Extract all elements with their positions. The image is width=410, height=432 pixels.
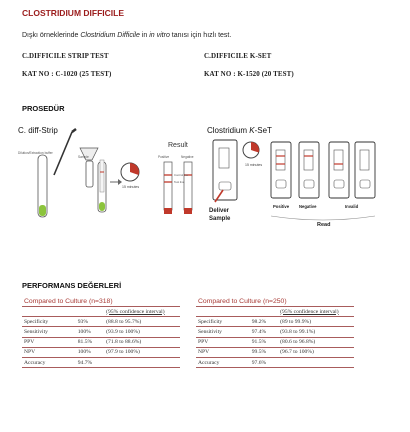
dropper-bulb	[72, 129, 76, 132]
strip-diagram	[18, 120, 198, 230]
table-2	[196, 307, 354, 368]
result-title: Result	[168, 142, 188, 149]
performance-table-1	[22, 297, 180, 368]
table-row: Specificity 98.2% (89 to 99.9%)	[196, 317, 354, 327]
kset-cassette-invalid-2	[355, 142, 375, 198]
table-row: Specificity 93% (88.8 to 95.7%)	[22, 317, 180, 327]
label-buffer: Dilution/Extraction buffer	[18, 151, 53, 155]
label-test: Test line	[174, 180, 185, 184]
table-row: Accuracy 94.7%	[22, 357, 180, 367]
strip-timer-label: 15 minutes	[122, 185, 140, 189]
kset-title: Clostridium K-SeT	[207, 126, 272, 135]
table-row: NPV 100% (97.9 to 100%)	[22, 347, 180, 357]
kset-cassette-invalid-1	[329, 142, 349, 198]
label-control: Control line	[174, 173, 189, 177]
kset-diagram	[205, 120, 385, 235]
label-negative: Negative	[181, 155, 194, 159]
tube-buffer-liquid	[39, 205, 46, 216]
kset-positive-label: Positive	[273, 204, 290, 209]
page-description: Dışkı örneklerinde Clostridium Difficile in in vitro tanısı için hızlı test.	[22, 32, 232, 39]
product-catalog-strip: KAT NO : C-1020 (25 TEST)	[22, 70, 112, 78]
kset-timer-label: 15 minutes	[245, 163, 263, 167]
read-label: Read	[317, 222, 331, 228]
table-row	[196, 307, 354, 317]
kset-cassette-negative	[299, 142, 319, 198]
kset-negative-label: Negative	[299, 204, 317, 209]
table-row: PPV 81.5% (71.8 to 88.6%)	[22, 337, 180, 347]
performance-table-2	[196, 297, 354, 368]
table-row	[22, 307, 180, 317]
table-row: Sensitivity 97.4% (93.8 to 99.1%)	[196, 327, 354, 337]
product-name-kset: C.DIFFICILE K-SET	[204, 52, 272, 60]
table-1	[22, 307, 180, 368]
ci-label: (95% confidence interval)	[104, 307, 180, 317]
table-2-caption: Compared to Culture (n=250)	[196, 297, 354, 307]
performance-heading: PERFORMANS DEĞERLERİ	[22, 281, 122, 290]
tube-strip-liquid	[99, 202, 105, 211]
table-1-caption: Compared to Culture (n=318)	[22, 297, 180, 307]
ci-label: (95% confidence interval)	[278, 307, 354, 317]
table-row: PPV 91.5% (80.6 to 96.8%)	[196, 337, 354, 347]
strip-procedure-illustration	[18, 120, 198, 230]
procedure-heading: PROSEDÜR	[22, 104, 65, 113]
kset-cassette-positive	[271, 142, 291, 198]
label-positive: Positive	[158, 155, 170, 159]
sample-label: Sample	[209, 216, 231, 222]
page-title: CLOSTRIDIUM DIFFICILE	[22, 8, 124, 18]
test-strip	[100, 160, 104, 192]
table-row: Sensitivity 100% (93.9 to 100%)	[22, 327, 180, 337]
deliver-label: Deliver	[209, 208, 230, 214]
table-row: Accuracy 97.6%	[196, 357, 354, 367]
kset-invalid-label: Invalid	[345, 204, 359, 209]
kset-procedure-illustration	[205, 120, 385, 235]
label-sample: Sample	[78, 155, 89, 159]
result-strip-positive	[164, 162, 172, 210]
read-bracket	[271, 216, 375, 220]
dropper	[54, 132, 72, 175]
product-name-strip: C.DIFFICILE STRIP TEST	[22, 52, 109, 60]
result-strip-negative	[184, 162, 192, 210]
product-catalog-kset: KAT NO : K-1520 (20 TEST)	[204, 70, 294, 78]
strip-title: C. diff-Strip	[18, 126, 58, 135]
table-row: NPV 99.5% (96.7 to 100%)	[196, 347, 354, 357]
tube-sample	[86, 161, 93, 187]
